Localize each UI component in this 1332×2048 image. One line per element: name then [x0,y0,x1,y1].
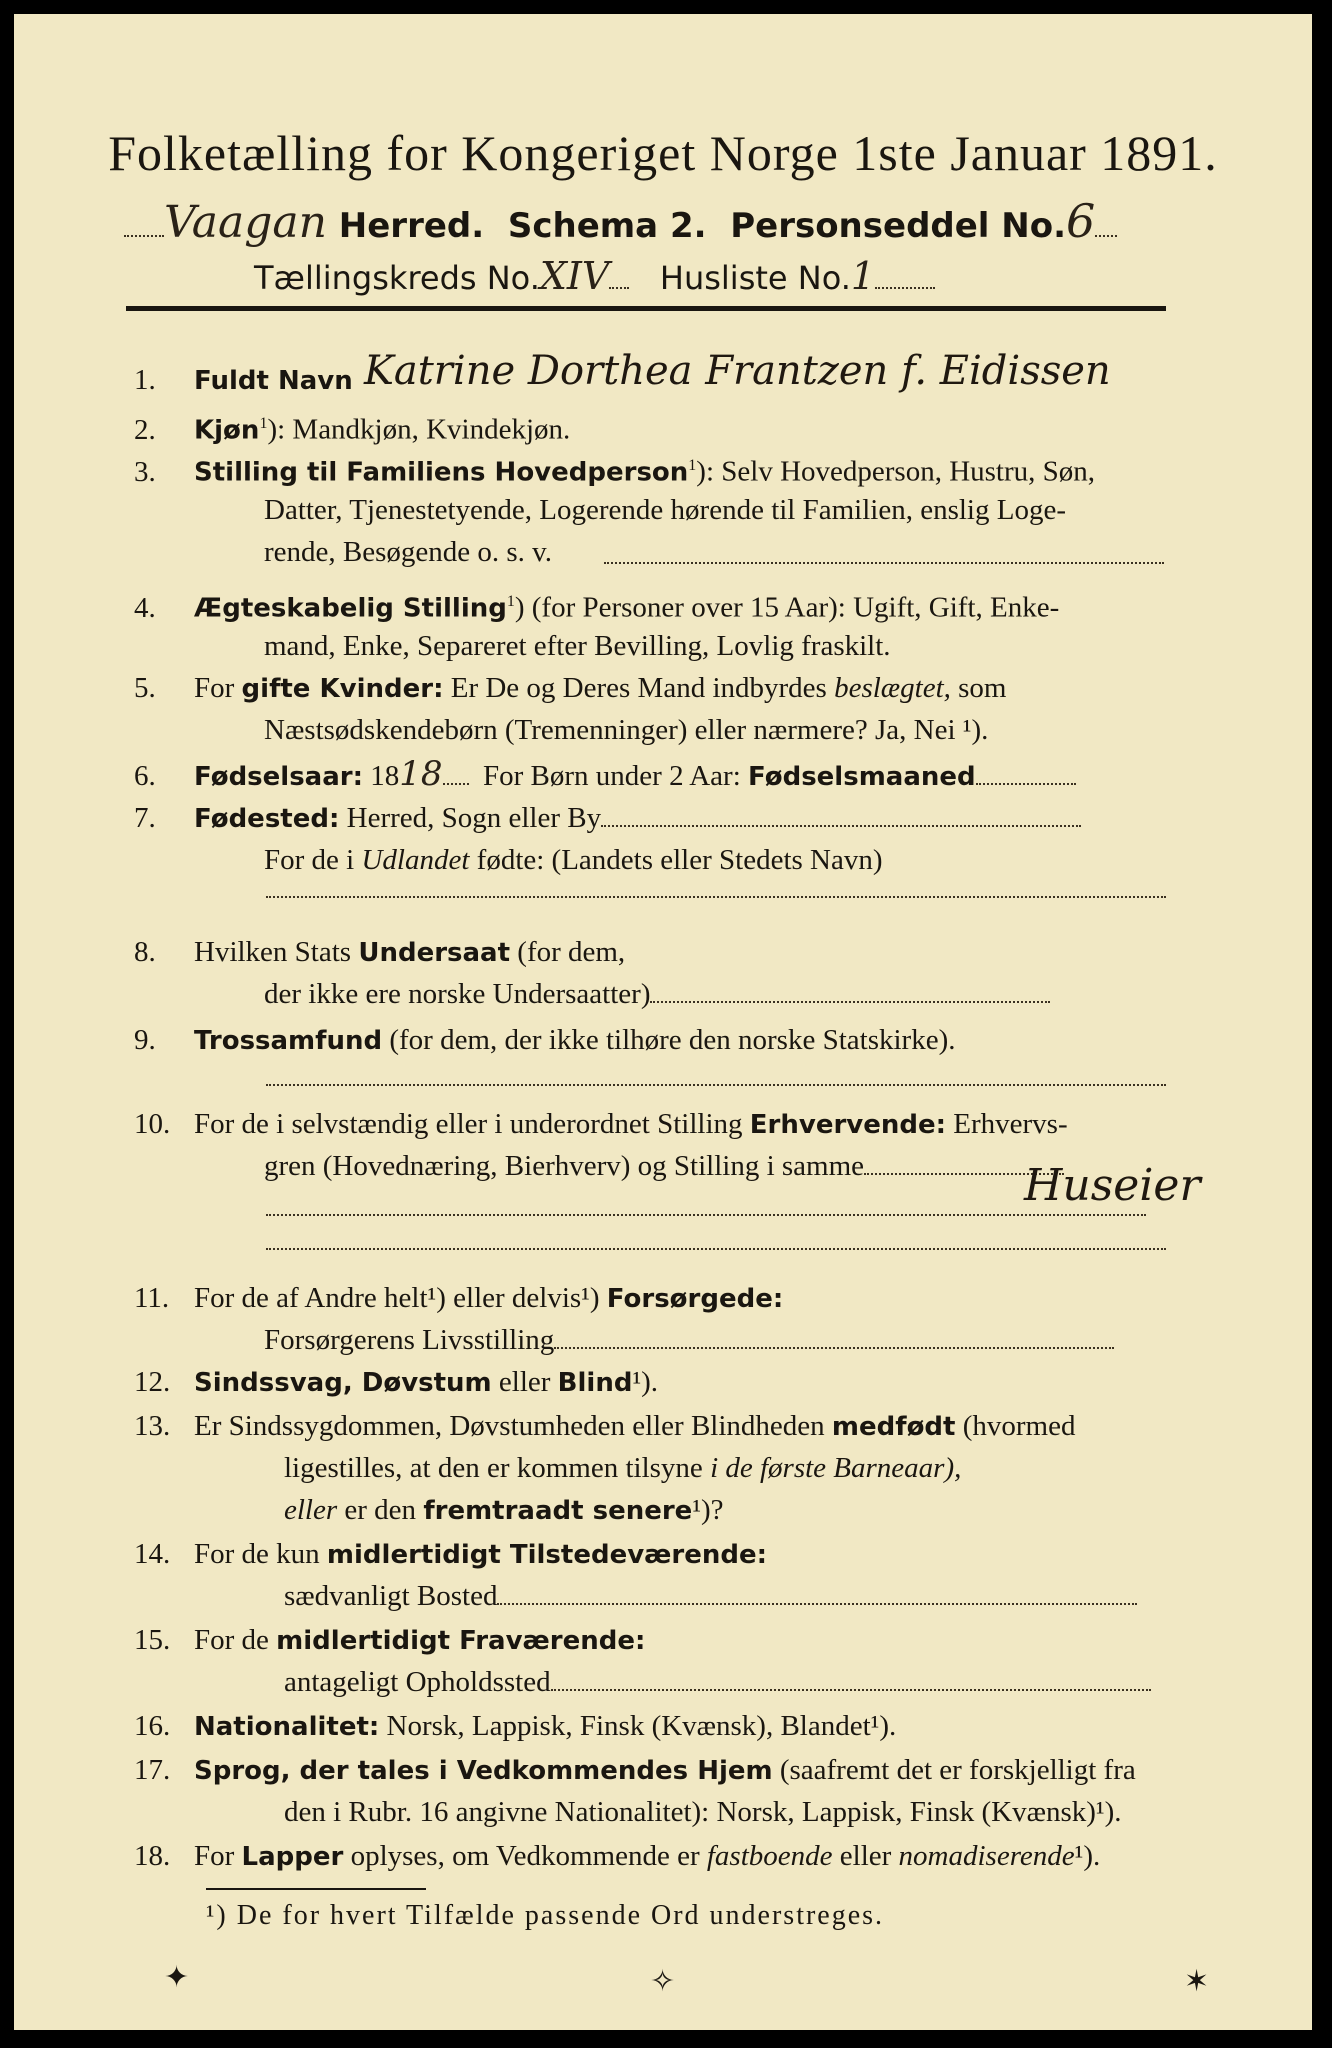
item-14 [134,1534,1194,1575]
item-number: 5. [134,672,156,704]
item-number: 6. [134,760,156,792]
header-line-1 [124,194,1117,248]
header-rule [126,306,1166,311]
cont-italic: Udlandet [361,844,470,876]
item-pre: For de i selvstændig eller i underordnet Stilling [194,1108,743,1140]
cont-text: gren (Hovednæring, Bierhverv) og Stilling i samme [264,1150,865,1182]
item-text: ): Mandkjøn, Kvindekjøn. [267,413,571,446]
item-text: (for dem, [517,936,626,968]
item-text: (hvormed [962,1410,1076,1442]
item-14-cont-1 [284,1576,1137,1616]
item-label: Stilling til Familiens Hovedperson [194,457,689,488]
item-text: 18 [370,760,400,792]
item-6 [134,754,1194,797]
item-post: ¹). [632,1366,659,1398]
item-number: 11. [134,1282,170,1314]
item-text: (saafremt det er forskjelligt fra [779,1754,1136,1786]
item-number: 4. [134,591,156,624]
occupation-handwritten: Huseier [1024,1160,1201,1211]
item-label: Fødselsaar: [194,762,363,792]
item-number: 7. [134,802,156,834]
item-label: Erhvervende: [749,1110,947,1140]
item-number: 8. [134,936,156,968]
item-label: midlertidigt Tilstedeværende: [326,1540,768,1570]
kreds-number: XIV [539,254,610,298]
item-italic: fastboende [706,1840,833,1872]
item-label: Nationalitet: [194,1712,380,1742]
item-number: 18. [134,1840,171,1872]
cont-italic: eller [284,1494,338,1526]
item-label: Forsørgede: [606,1284,784,1314]
cont-text: ligestilles, at den er kommen tilsyne [284,1452,703,1484]
birth-year-handwritten: 18 [399,754,443,794]
item-mid: For Børn under 2 Aar: [483,760,741,792]
item-3-cont-1: Datter, Tjenestetyende, Logerende hørende til Familien, enslig Loge- [264,494,1066,526]
item-number: 3. [134,455,156,488]
item-16 [134,1706,1194,1747]
item-label-2: Blind [557,1368,633,1398]
item-11 [134,1278,1194,1319]
item-10-cont-1 [264,1146,1064,1186]
corner-mark-left-icon: ✦ [164,1961,190,1994]
full-name-handwritten: Katrine Dorthea Frantzen f. Eidissen [364,348,1111,394]
item-label: Fuldt Navn [194,366,353,396]
item-10-dotline-2 [266,1248,1166,1250]
item-11-cont-1 [264,1320,1114,1360]
item-label: Undersaat [358,938,511,968]
item-13-cont-1 [284,1448,961,1488]
item-pre: Er Sindssygdommen, Døvstumheden eller Blindheden [194,1410,825,1442]
item-label: Kjøn [194,415,260,446]
item-9 [134,1020,1194,1061]
cont-text: sædvanligt Bosted [284,1580,498,1612]
item-label: Fødested: [194,804,340,834]
item-number: 14. [134,1538,171,1570]
cont-italic: i de første Barneaar), [710,1452,962,1484]
item-5 [134,668,1194,709]
item-text: Norsk, Lappisk, Finsk (Kvænsk), Blandet¹). [386,1710,897,1742]
item-pre: For [194,1840,235,1872]
item-2: 2. Kjøn$^1$): Mandkjøn, Kvindekjøn. [134,404,1194,451]
item-number: 9. [134,1024,156,1056]
item-15 [134,1620,1194,1661]
item-label: Trossamfund [194,1026,383,1056]
item-text: eller [498,1366,551,1398]
item-15-cont-1 [284,1662,1151,1702]
item-number: 13. [134,1410,171,1442]
item-17-cont-1: den i Rubr. 16 angivne Nationalitet): Norsk, Lappisk, Finsk (Kvænsk)¹). [284,1796,1122,1828]
item-18 [134,1836,1194,1877]
item-text: Erhvervs- [953,1108,1068,1140]
item-number: 1. [134,364,156,396]
item-pre: Hvilken Stats [194,936,352,968]
item-number: 17. [134,1754,171,1786]
item-13 [134,1406,1194,1447]
item-9-dotline [266,1084,1166,1086]
item-7-cont-1 [264,840,883,880]
herred-handwritten: Vaagan [164,197,327,248]
husliste-label: Husliste No. [659,259,851,297]
footnote-rule [206,1888,426,1890]
item-label: gifte Kvinder: [241,674,444,704]
item-italic: beslægtet, [834,672,951,704]
item-8 [134,932,1194,973]
item-pre: For de af Andre helt¹) eller delvis¹) [194,1282,600,1314]
item-text: ): Selv Hovedperson, Hustru, Søn, [696,455,1096,488]
item-7-dotline [266,896,1166,898]
cont-text: der ikke ere norske Undersaatter) [264,978,651,1010]
item-mid: eller [839,1840,892,1872]
item-17 [134,1750,1194,1791]
item-italic-2: nomadiserende [898,1840,1075,1872]
item-text: Herred, Sogn eller By [346,802,602,834]
item-number: 15. [134,1624,171,1656]
item-3-dotline [604,562,1164,564]
item-pre: For de [194,1624,269,1656]
center-mark-icon: ✧ [650,1965,676,1998]
item-4: 4. Ægteskabelig Stilling$^1$) (for Personer over 15 Aar): Ugift, Gift, Enke- [134,582,1194,629]
item-label: Sprog, der tales i Vedkommendes Hjem [194,1756,773,1786]
personseddel-label: Personseddel No. [730,206,1067,246]
item-text: ) (for Personer over 15 Aar): Ugift, Gift, Enke- [514,591,1060,624]
cont-text: antageligt Opholdssted [284,1666,551,1698]
item-5-cont-1: Næstsødskendebørn (Tremenninger) eller nærmere? Ja, Nei ¹). [264,714,989,746]
item-pre: For de kun [194,1538,320,1570]
item-number: 12. [134,1366,171,1398]
cont-bold: fremtraadt senere [423,1496,693,1526]
personseddel-number: 6 [1066,194,1096,248]
form-title: Folketælling for Kongeriget Norge 1ste Januar 1891. [108,125,1218,181]
census-form [14,14,1312,2030]
item-label-2: Fødselsmaaned [748,762,976,792]
item-number: 16. [134,1710,171,1742]
herred-label: Herred. [338,206,485,246]
item-label: Ægteskabelig Stilling [194,593,507,624]
item-3-cont-2: rende, Besøgende o. s. v. [264,536,553,568]
cont-text: Forsørgerens Livsstilling [264,1324,555,1356]
cont-text: er den [344,1494,417,1526]
item-post: som [958,672,1007,704]
item-13-cont-2 [284,1490,724,1531]
footnote: ¹) De for hvert Tilfælde passende Ord understreges. [206,1900,885,1931]
item-number: 2. [134,413,156,446]
schema-label: Schema 2. [507,206,707,246]
item-text: oplyses, om Vedkommende er [350,1840,700,1872]
husliste-number: 1 [850,254,876,298]
item-label: Lapper [241,1842,344,1872]
item-4-cont-1: mand, Enke, Separeret efter Bevilling, Lovlig fraskilt. [264,630,891,662]
item-number: 10. [134,1108,171,1140]
cont-text: fødte: (Landets eller Stedets Navn) [476,844,883,876]
header-line-2 [254,254,935,298]
item-8-cont-1 [264,974,1050,1014]
kreds-label: Tællingskreds No. [254,259,540,297]
cont-text: ¹)? [692,1494,724,1526]
item-text: (for dem, der ikke tilhøre den norske Statskirke). [389,1024,956,1056]
cont-text: For de i [264,844,355,876]
item-10-dotline-1 [266,1214,1146,1216]
item-10 [134,1104,1194,1145]
item-text: Er De og Deres Mand indbyrdes [450,672,827,704]
item-3: 3. Stilling til Familiens Hovedperson$^1$): Selv Hovedperson, Hustru, Søn, [134,446,1194,493]
item-12 [134,1362,1194,1403]
item-post: ¹). [1074,1840,1101,1872]
corner-mark-right-icon: ✶ [1184,1965,1210,1998]
item-pre: For [194,672,235,704]
item-label: medfødt [831,1412,956,1442]
item-label: midlertidigt Fraværende: [276,1626,646,1656]
item-7 [134,798,1194,839]
item-label: Sindssvag, Døvstum [194,1368,492,1398]
